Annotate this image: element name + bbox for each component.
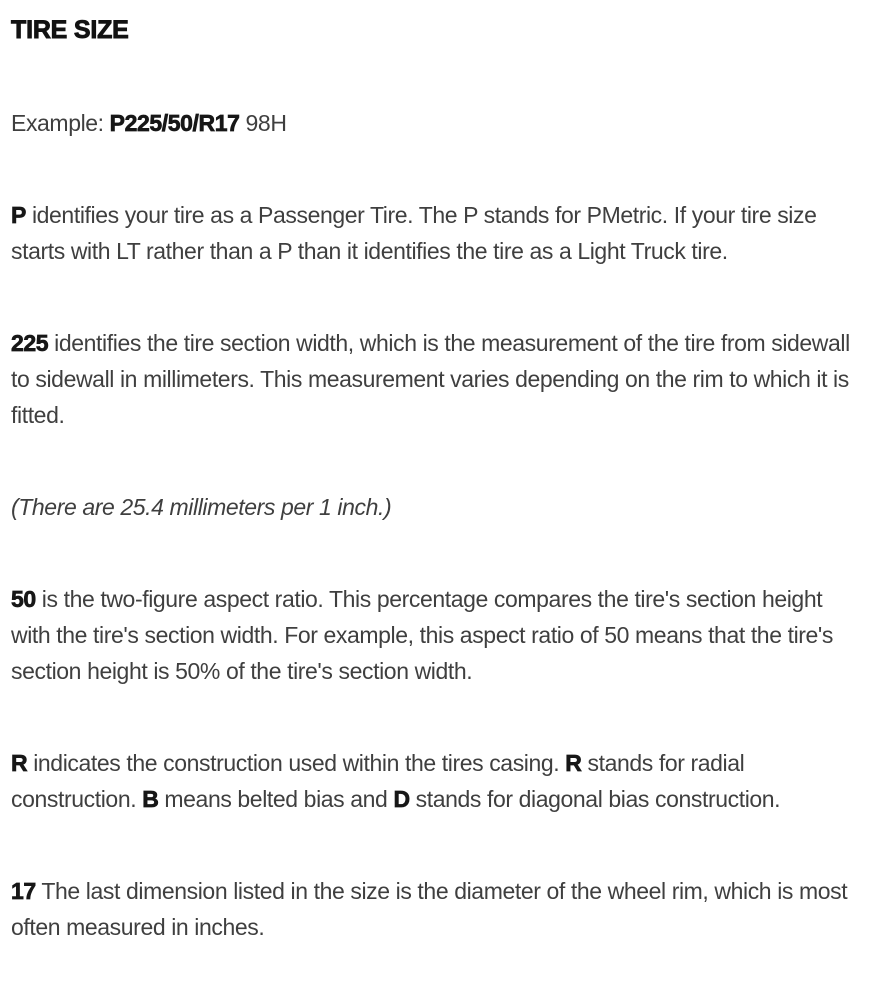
lead-p: P (11, 202, 26, 228)
lead-17: 17 (11, 878, 36, 904)
bold-b: B (142, 786, 159, 812)
page-title: TIRE SIZE (11, 16, 129, 44)
paragraph-aspect-ratio-text: is the two-figure aspect ratio. This percentage compares the tire's section height with the tire's section width. For example, this aspect ratio of 50 means that the tire's section height is 50% of the tire's section width. (11, 586, 834, 684)
paragraph-rim-diameter (11, 873, 851, 945)
construction-segment-3: means belted bias and (158, 786, 394, 812)
paragraph-passenger (11, 197, 851, 269)
speed-rating: 98H (239, 110, 287, 136)
paragraph-passenger-text: identifies your tire as a Passenger Tire. The P stands for PMetric. If your tire size starts with LT rather than a P than it identifies the tire as a Light Truck tire. (11, 202, 817, 264)
paragraph-rim-diameter-text: The last dimension listed in the size is the diameter of the wheel rim, which is most often measured in inches. (11, 878, 848, 940)
paragraph-section-width-text: identifies the tire section width, which is the measurement of the tire from sidewall to sidewall in millimeters. This measurement varies depending on the rim to which it is fitted. (11, 330, 850, 428)
example-line (11, 105, 851, 141)
lead-50: 50 (11, 586, 36, 612)
paragraph-construction (11, 745, 851, 817)
paragraph-aspect-ratio (11, 581, 851, 689)
millimeters-note: (There are 25.4 millimeters per 1 inch.) (11, 494, 392, 520)
lead-225: 225 (11, 330, 49, 356)
construction-segment-1: indicates the construction used within the tires casing. (27, 750, 566, 776)
bold-r: R (565, 750, 582, 776)
tire-size-code: P225/50/R17 (109, 110, 240, 136)
construction-segment-2: stands for radial construction. (11, 750, 745, 812)
paragraph-section-width (11, 325, 851, 433)
construction-segment-4: stands for diagonal bias construction. (409, 786, 781, 812)
bold-d: D (393, 786, 410, 812)
example-label: Example: (11, 110, 110, 136)
lead-r: R (11, 750, 28, 776)
